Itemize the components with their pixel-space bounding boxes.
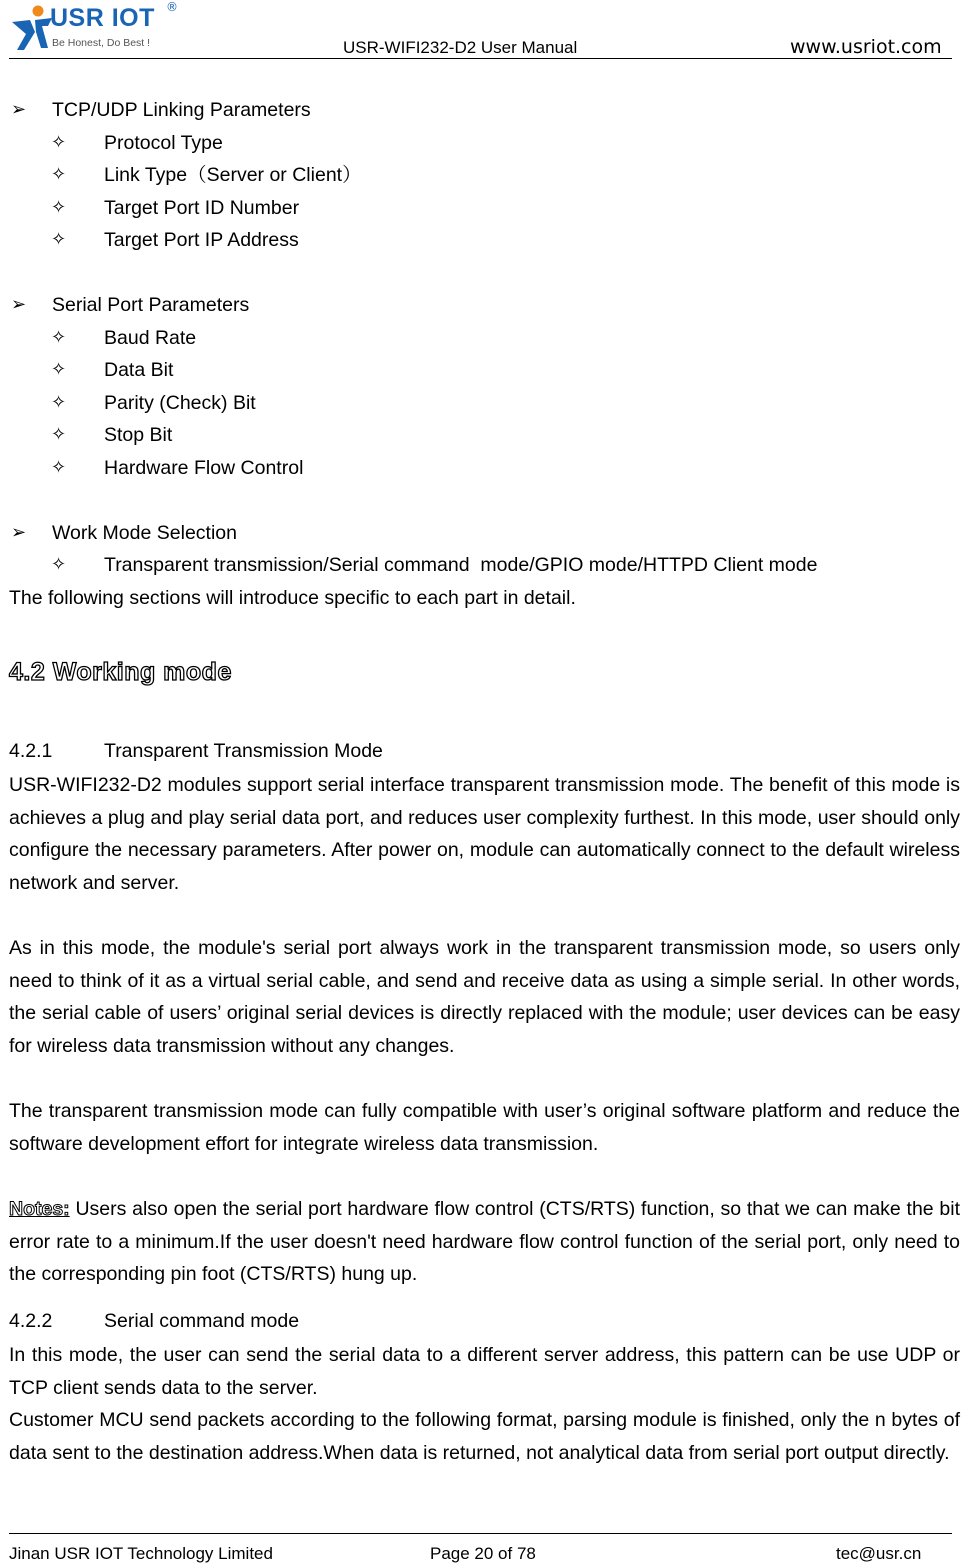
list-item: Parity (Check) Bit — [104, 392, 256, 414]
list-item: Data Bit — [104, 359, 174, 381]
list-item: Target Port ID Number — [104, 197, 300, 219]
diamond-bullet-icon: ✧ — [51, 457, 67, 478]
page-header — [0, 0, 961, 60]
footer-company: Jinan USR IOT Technology Limited — [9, 1544, 273, 1563]
list-item: Protocol Type — [104, 132, 223, 154]
list-item: Transparent transmission/Serial command mode/GPIO mode/HTTPD Client mode — [104, 554, 818, 576]
subsection-number: 4.2.2 — [9, 1310, 53, 1332]
website-link[interactable]: www.usriot.com — [790, 36, 942, 58]
section-title-serial: Serial Port Parameters — [52, 294, 250, 316]
diamond-bullet-icon: ✧ — [51, 359, 67, 380]
subsection-title: Serial command mode — [104, 1310, 300, 1332]
list-item: Link Type（Server or Client） — [104, 164, 362, 186]
subsection-title: Transparent Transmission Mode — [104, 740, 383, 762]
diamond-bullet-icon: ✧ — [51, 132, 67, 153]
list-item: Target Port IP Address — [104, 229, 299, 251]
section-title-work-mode: Work Mode Selection — [52, 522, 237, 544]
arrow-bullet-icon: ➢ — [11, 522, 27, 543]
diamond-bullet-icon: ✧ — [51, 554, 67, 575]
footer-divider — [9, 1533, 952, 1534]
document-title: USR-WIFI232-D2 User Manual — [343, 38, 578, 57]
footer-email[interactable]: tec@usr.cn — [836, 1544, 922, 1563]
list-item: Stop Bit — [104, 424, 173, 446]
footer-page-number: Page 20 of 78 — [430, 1544, 536, 1563]
paragraph: USR-WIFI232-D2 modules support serial interface transparent transmission mode. The benefit of this mode is achieves a plug and play serial data port, and reduces user complexity furthest. In this mode, user should only configure the necessary parameters. After power on, module can automatically connect to the default wireless network and server. — [9, 774, 960, 894]
diamond-bullet-icon: ✧ — [51, 424, 67, 445]
arrow-bullet-icon: ➢ — [11, 99, 27, 120]
note-text: Users also open the serial port hardware flow control (CTS/RTS) function, so that we can make the bit error rate to a minimum.If the user doesn't need hardware flow control function of the serial port, only need to the corresponding pin foot (CTS/RTS) hung up. — [9, 1198, 960, 1286]
subsection-number: 4.2.1 — [9, 740, 53, 762]
diamond-bullet-icon: ✧ — [51, 229, 67, 250]
paragraph: In this mode, the user can send the serial data to a different server address, this pattern can be use UDP or TCP client sends data to the server. — [9, 1344, 960, 1399]
section-heading-working-mode: 4.2 Working mode — [9, 658, 232, 686]
list-item: Baud Rate — [104, 327, 197, 349]
diamond-bullet-icon: ✧ — [51, 392, 67, 413]
diamond-bullet-icon: ✧ — [51, 327, 67, 348]
header-divider — [9, 58, 952, 59]
paragraph: The transparent transmission mode can fully compatible with user’s original software platform and reduce the software development effort for integrate wireless data transmission. — [9, 1100, 960, 1155]
diamond-bullet-icon: ✧ — [51, 164, 67, 185]
brand-tagline: Be Honest, Do Best ! — [52, 37, 151, 49]
note-paragraph — [9, 1193, 960, 1291]
paragraph: Customer MCU send packets according to the following format, parsing module is finished, only the n bytes of data sent to the destination address.When data is returned, not analytical data from serial port output directly. — [9, 1409, 960, 1464]
note-label: Notes: — [9, 1198, 70, 1220]
paragraph: As in this mode, the module's serial port always work in the transparent transmission mode, so users only need to think of it as a virtual serial cable, and send and receive data as using a simple serial. In other words, the serial cable of users’ original serial devices is directly replaced with the module; user devices can be easy for wireless data transmission without any changes. — [9, 937, 960, 1057]
arrow-bullet-icon: ➢ — [11, 294, 27, 315]
diamond-bullet-icon: ✧ — [51, 197, 67, 218]
intro-sentence: The following sections will introduce specific to each part in detail. — [9, 587, 576, 609]
registered-mark: ® — [166, 0, 178, 14]
brand-name: USR IOT — [50, 4, 155, 32]
list-item: Hardware Flow Control — [104, 457, 304, 479]
section-title-tcp-udp: TCP/UDP Linking Parameters — [52, 99, 311, 121]
